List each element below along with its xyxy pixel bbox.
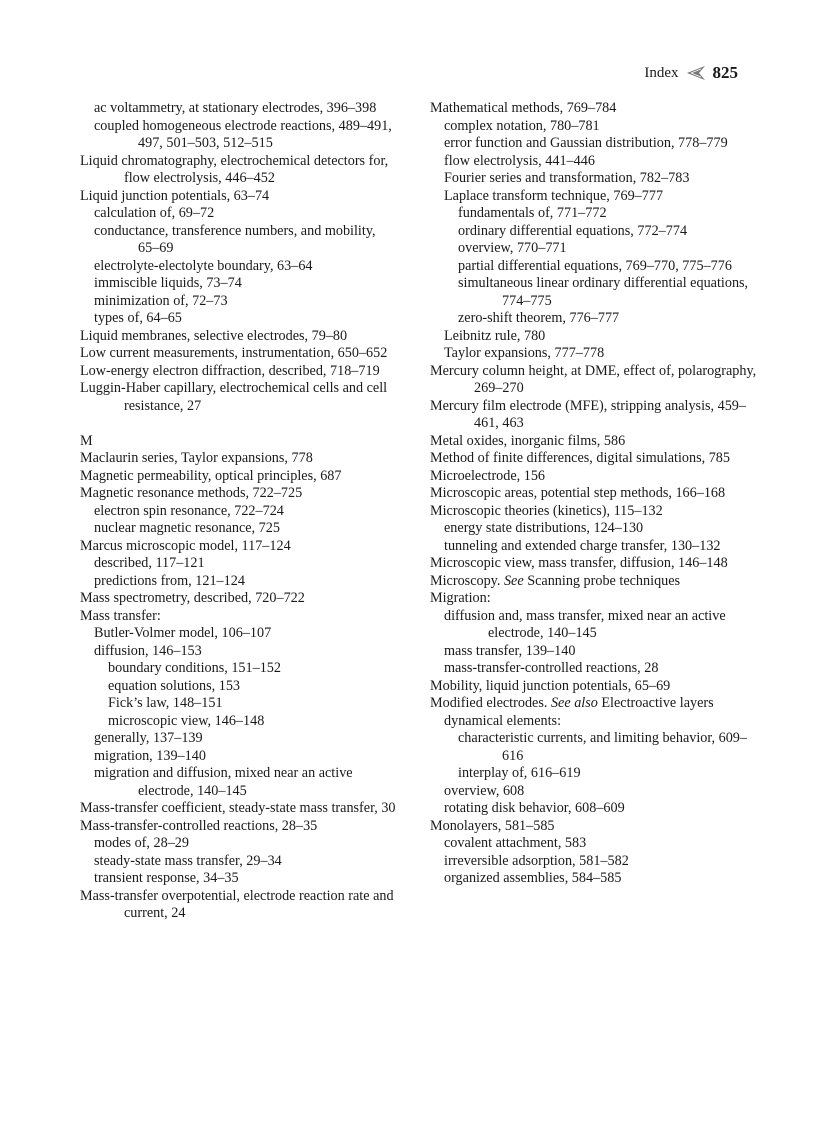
index-entry xyxy=(80,293,400,311)
entry-text: Luggin-Haber capillary, electrochemical cells and cell resistance, 27 xyxy=(80,380,388,414)
index-entry xyxy=(80,223,400,258)
section-letter xyxy=(80,433,400,451)
entry-text: equation solutions, 153 xyxy=(108,677,241,694)
entry-text: boundary conditions, 151–152 xyxy=(108,660,281,676)
index-entry xyxy=(430,205,760,223)
index-entry xyxy=(430,835,760,853)
entry-text: predictions from, 121–124 xyxy=(94,572,245,589)
entry-text: coupled homogeneous electrode reactions, 489–491, 497, 501–503, 512–515 xyxy=(94,117,392,151)
index-entry xyxy=(430,503,760,521)
entry-text: microscopic view, 146–148 xyxy=(108,712,265,729)
entry-text: Magnetic resonance methods, 722–725 xyxy=(80,485,303,501)
index-entry xyxy=(430,135,760,153)
index-entry xyxy=(430,643,760,661)
entry-text: covalent attachment, 583 xyxy=(444,835,587,851)
running-header xyxy=(644,62,738,84)
entry-text: Migration: xyxy=(430,590,491,606)
index-entry xyxy=(430,328,760,346)
entry-text: Maclaurin series, Taylor expansions, 778 xyxy=(80,450,313,466)
entry-text: Fick’s law, 148–151 xyxy=(108,695,223,711)
entry-text: Mass-transfer overpotential, electrode reaction rate and current, 24 xyxy=(80,887,394,921)
index-entry xyxy=(430,520,760,538)
entry-text: simultaneous linear ordinary differential equations, 774–775 xyxy=(458,275,749,309)
entry-text: Taylor expansions, 777–778 xyxy=(444,345,605,361)
index-entry xyxy=(430,818,760,836)
entry-text: Mass spectrometry, described, 720–722 xyxy=(80,590,305,606)
entry-text: overview, 608 xyxy=(444,782,525,799)
index-entry xyxy=(430,678,760,696)
index-entry xyxy=(80,363,400,381)
index-entry xyxy=(430,695,760,713)
entry-text: ac voltammetry, at stationary electrodes, 396–398 xyxy=(94,100,377,116)
index-entry xyxy=(430,170,760,188)
index-entry xyxy=(430,345,760,363)
entry-text: Mass-transfer coefficient, steady-state mass transfer, 30 xyxy=(80,800,396,816)
entry-text: Magnetic permeability, optical principles, 687 xyxy=(80,467,342,484)
index-entry xyxy=(430,450,760,468)
index-entry xyxy=(430,783,760,801)
index-entry xyxy=(430,240,760,258)
index-entry xyxy=(80,485,400,503)
entry-text: zero-shift theorem, 776–777 xyxy=(458,310,620,326)
index-entry xyxy=(430,590,760,608)
index-entry xyxy=(80,888,400,923)
entry-text: diffusion and, mass transfer, mixed near an active electrode, 140–145 xyxy=(444,607,726,641)
see-reference-target: Scanning probe techniques xyxy=(527,572,681,589)
index-entry xyxy=(80,870,400,888)
index-entry xyxy=(80,468,400,486)
entry-text: Metal oxides, inorganic films, 586 xyxy=(430,432,626,449)
index-entry xyxy=(430,468,760,486)
index-entry xyxy=(430,538,760,556)
entry-text: mass-transfer-controlled reactions, 28 xyxy=(444,660,659,676)
entry-text: Low-energy electron diffraction, described, 718–719 xyxy=(80,362,380,379)
index-entry xyxy=(430,398,760,433)
entry-text: Laplace transform technique, 769–777 xyxy=(444,187,664,204)
entry-text: M xyxy=(80,432,93,449)
index-entry xyxy=(430,573,760,591)
index-entry xyxy=(80,100,400,118)
index-entry xyxy=(430,363,760,398)
index-entry xyxy=(80,853,400,871)
index-entry xyxy=(430,275,760,310)
entry-text: Microscopic theories (kinetics), 115–132 xyxy=(430,502,663,519)
index-entry xyxy=(80,345,400,363)
entry-text: partial differential equations, 769–770, 775–776 xyxy=(458,257,732,274)
index-entry xyxy=(80,258,400,276)
index-entry xyxy=(80,205,400,223)
left-pointer-icon xyxy=(685,65,707,81)
index-entry xyxy=(430,870,760,888)
entry-text: Mercury film electrode (MFE), stripping analysis, 459–461, 463 xyxy=(430,397,746,431)
index-entry xyxy=(430,310,760,328)
entry-text: steady-state mass transfer, 29–34 xyxy=(94,852,282,869)
entry-text: types of, 64–65 xyxy=(94,310,182,326)
entry-text: electron spin resonance, 722–724 xyxy=(94,502,284,519)
index-entry xyxy=(430,765,760,783)
index-entry xyxy=(430,223,760,241)
entry-text: complex notation, 780–781 xyxy=(444,117,600,134)
index-entry xyxy=(80,520,400,538)
index-entry xyxy=(80,153,400,188)
entry-text: error function and Gaussian distribution, 778–779 xyxy=(444,135,728,151)
entry-text: overview, 770–771 xyxy=(458,240,567,256)
index-entry xyxy=(80,608,400,626)
index-entry xyxy=(80,275,400,293)
index-entry xyxy=(430,800,760,818)
entry-text: flow electrolysis, 441–446 xyxy=(444,152,595,169)
index-entry xyxy=(430,118,760,136)
entry-text: Mathematical methods, 769–784 xyxy=(430,100,617,116)
index-entry xyxy=(430,258,760,276)
entry-text: Mass-transfer-controlled reactions, 28–35 xyxy=(80,817,318,834)
entry-text: immiscible liquids, 73–74 xyxy=(94,275,242,291)
index-entry xyxy=(430,188,760,206)
entry-text: nuclear magnetic resonance, 725 xyxy=(94,520,280,536)
index-entry xyxy=(430,433,760,451)
entry-text: Leibnitz rule, 780 xyxy=(444,327,546,344)
index-entry xyxy=(80,625,400,643)
index-entry xyxy=(80,835,400,853)
entry-text: energy state distributions, 124–130 xyxy=(444,520,644,536)
entry-text: Microelectrode, 156 xyxy=(430,467,546,484)
section-label: Index xyxy=(644,64,679,81)
entry-text: electrolyte-electolyte boundary, 63–64 xyxy=(94,257,313,274)
index-entry xyxy=(430,660,760,678)
index-entry xyxy=(80,765,400,800)
entry-text: Mercury column height, at DME, effect of, polarography, 269–270 xyxy=(430,362,757,396)
entry-text: mass transfer, 139–140 xyxy=(444,642,576,659)
entry-text: migration, 139–140 xyxy=(94,747,206,764)
entry-text: interplay of, 616–619 xyxy=(458,765,581,781)
index-entry xyxy=(430,485,760,503)
entry-text: Monolayers, 581–585 xyxy=(430,817,555,834)
index-entry xyxy=(80,538,400,556)
index-entry xyxy=(80,118,400,153)
index-entry xyxy=(430,100,760,118)
entry-text: conductance, transference numbers, and mobility, 65–69 xyxy=(94,222,376,256)
entry-text: Microscopic view, mass transfer, diffusion, 146–148 xyxy=(430,555,728,571)
index-entry xyxy=(80,188,400,206)
index-entry xyxy=(430,853,760,871)
entry-text: calculation of, 69–72 xyxy=(94,205,215,221)
entry-text: ordinary differential equations, 772–774 xyxy=(458,222,688,239)
page-number: 825 xyxy=(712,63,738,82)
entry-text: Microscopy. xyxy=(430,572,501,589)
entry-text: characteristic currents, and limiting behavior, 609–616 xyxy=(458,730,747,764)
entry-text: irreversible adsorption, 581–582 xyxy=(444,852,629,869)
index-entry xyxy=(430,713,760,731)
entry-text: Butler-Volmer model, 106–107 xyxy=(94,625,272,641)
see-reference-label: See xyxy=(503,572,524,589)
index-entry xyxy=(80,328,400,346)
index-column-right xyxy=(430,100,760,888)
index-entry xyxy=(80,590,400,608)
index-entry xyxy=(80,555,400,573)
entry-text: minimization of, 72–73 xyxy=(94,292,228,309)
entry-text: Low current measurements, instrumentation, 650–652 xyxy=(80,345,388,361)
entry-text: migration and diffusion, mixed near an active electrode, 140–145 xyxy=(94,765,353,799)
entry-text: Method of finite differences, digital simulations, 785 xyxy=(430,450,730,466)
index-entry xyxy=(80,713,400,731)
entry-text: transient response, 34–35 xyxy=(94,870,239,886)
entry-text: Liquid junction potentials, 63–74 xyxy=(80,187,270,204)
entry-text: generally, 137–139 xyxy=(94,730,203,746)
entry-text: diffusion, 146–153 xyxy=(94,642,202,659)
index-entry xyxy=(80,730,400,748)
entry-text: described, 117–121 xyxy=(94,555,205,571)
index-entry xyxy=(80,660,400,678)
entry-text: Marcus microscopic model, 117–124 xyxy=(80,537,291,554)
index-column-left xyxy=(80,100,400,923)
entry-text: Liquid membranes, selective electrodes, 79–80 xyxy=(80,327,348,344)
index-entry xyxy=(80,310,400,328)
entry-text: modes of, 28–29 xyxy=(94,835,189,851)
entry-text: Mobility, liquid junction potentials, 65–69 xyxy=(430,677,671,694)
see-reference-target: Electroactive layers xyxy=(601,695,714,711)
index-entry xyxy=(80,380,400,415)
entry-text: Microscopic areas, potential step methods, 166–168 xyxy=(430,485,726,501)
index-entry xyxy=(430,608,760,643)
entry-text: Fourier series and transformation, 782–783 xyxy=(444,170,690,186)
index-entry xyxy=(80,678,400,696)
index-entry xyxy=(80,450,400,468)
entry-text: Modified electrodes. xyxy=(430,695,548,711)
index-entry xyxy=(80,695,400,713)
index-entry xyxy=(430,555,760,573)
see-reference-label: See also xyxy=(550,695,598,711)
entry-text: tunneling and extended charge transfer, 130–132 xyxy=(444,537,721,554)
entry-text: Liquid chromatography, electrochemical detectors for, flow electrolysis, 446–452 xyxy=(80,152,389,186)
index-entry xyxy=(80,748,400,766)
entry-text: dynamical elements: xyxy=(444,712,562,729)
index-entry xyxy=(80,818,400,836)
index-entry xyxy=(80,643,400,661)
entry-text: fundamentals of, 771–772 xyxy=(458,205,607,221)
entry-text: rotating disk behavior, 608–609 xyxy=(444,800,625,816)
entry-text: organized assemblies, 584–585 xyxy=(444,870,622,886)
index-entry xyxy=(430,730,760,765)
entry-text: Mass transfer: xyxy=(80,607,161,624)
index-entry xyxy=(430,153,760,171)
index-entry xyxy=(80,573,400,591)
index-entry xyxy=(80,800,400,818)
index-entry xyxy=(80,503,400,521)
